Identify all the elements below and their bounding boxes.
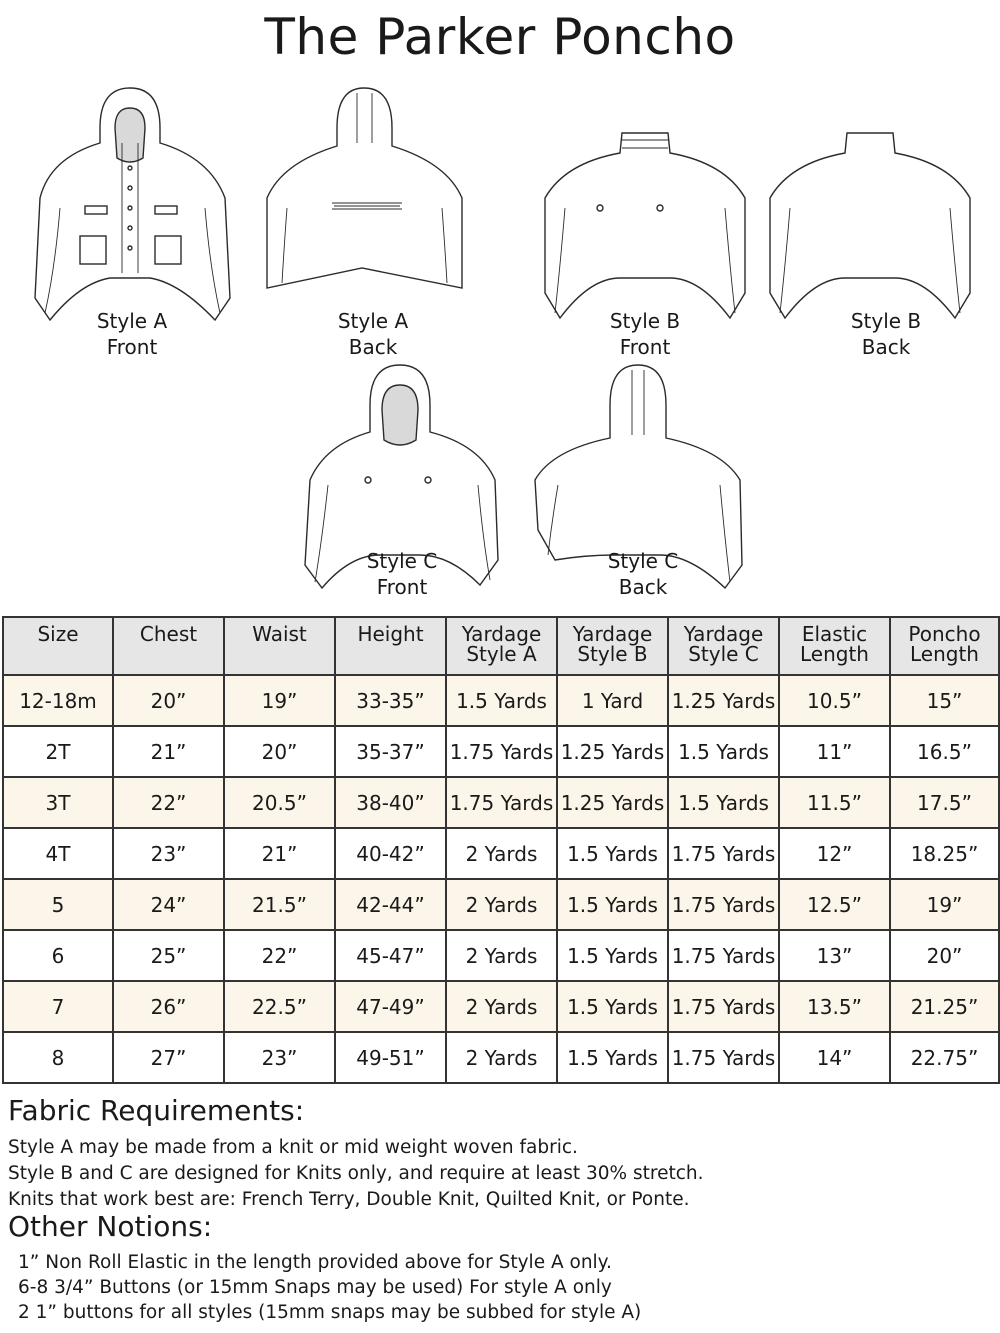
table-cell: 1.5 Yards	[557, 828, 668, 879]
table-row	[3, 879, 999, 930]
table-cell: 1.25 Yards	[668, 675, 779, 726]
table-cell: 35-37”	[335, 726, 446, 777]
table-cell: 2T	[3, 726, 113, 777]
notions-line: 2 1” buttons for all styles (15mm snaps may be subbed for style A)	[18, 1302, 642, 1323]
table-cell: 13.5”	[779, 981, 890, 1032]
fabric-line: Knits that work best are: French Terry, Double Knit, Quilted Knit, or Ponte.	[8, 1189, 690, 1210]
table-cell: 12-18m	[3, 675, 113, 726]
table-cell: 25”	[113, 930, 224, 981]
table-cell: 22.75”	[890, 1032, 999, 1083]
column-header-line: Yardage	[572, 622, 653, 646]
table-row	[3, 777, 999, 828]
table-cell: 49-51”	[335, 1032, 446, 1083]
style-b-back-illustration	[765, 128, 975, 328]
table-row	[3, 726, 999, 777]
other-notions-heading: Other Notions:	[8, 1210, 213, 1243]
column-header-line: Style A	[466, 642, 537, 666]
column-header-line: Size	[37, 622, 79, 646]
table-cell: 2 Yards	[446, 879, 557, 930]
column-header-line: Poncho	[908, 622, 981, 646]
style-a-back-label: Style A Back	[337, 309, 409, 359]
table-cell: 11”	[779, 726, 890, 777]
table-cell: 2 Yards	[446, 981, 557, 1032]
table-cell: 45-47”	[335, 930, 446, 981]
style-b-front-label: Style B Front	[609, 309, 681, 359]
table-cell: 18.25”	[890, 828, 999, 879]
column-header-line: Length	[910, 642, 979, 666]
table-header-row	[3, 617, 999, 675]
column-header	[779, 617, 890, 675]
table-cell: 2 Yards	[446, 930, 557, 981]
table-cell: 1.25 Yards	[557, 777, 668, 828]
table-cell: 22”	[224, 930, 335, 981]
style-b-front-illustration	[540, 128, 750, 328]
table-cell: 1.5 Yards	[557, 981, 668, 1032]
table-cell: 4T	[3, 828, 113, 879]
column-header-line: Height	[357, 622, 424, 646]
table-cell: 47-49”	[335, 981, 446, 1032]
table-row	[3, 675, 999, 726]
table-cell: 1.75 Yards	[668, 930, 779, 981]
table-cell: 1.75 Yards	[668, 879, 779, 930]
fabric-requirements-heading: Fabric Requirements:	[8, 1094, 305, 1127]
table-row	[3, 828, 999, 879]
table-cell: 21.5”	[224, 879, 335, 930]
column-header	[224, 617, 335, 675]
table-cell: 1.75 Yards	[668, 981, 779, 1032]
column-header-line: Length	[800, 642, 869, 666]
table-row	[3, 1032, 999, 1083]
table-cell: 1.5 Yards	[557, 930, 668, 981]
fabric-line: Style B and C are designed for Knits only, and require at least 30% stretch.	[8, 1163, 704, 1184]
table-cell: 20”	[224, 726, 335, 777]
table-cell: 1.5 Yards	[668, 726, 779, 777]
style-c-front-label: Style C Front	[366, 549, 438, 599]
table-cell: 1 Yard	[557, 675, 668, 726]
column-header-line: Yardage	[461, 622, 542, 646]
table-cell: 1.75 Yards	[446, 726, 557, 777]
column-header	[557, 617, 668, 675]
notions-line: 1” Non Roll Elastic in the length provided above for Style A only.	[18, 1252, 612, 1273]
table-cell: 1.5 Yards	[557, 1032, 668, 1083]
table-cell: 20”	[113, 675, 224, 726]
page-title: The Parker Poncho	[264, 8, 736, 66]
table-cell: 27”	[113, 1032, 224, 1083]
column-header-line: Yardage	[683, 622, 764, 646]
column-header	[446, 617, 557, 675]
table-cell: 24”	[113, 879, 224, 930]
column-header-line: Chest	[139, 622, 198, 646]
table-cell: 11.5”	[779, 777, 890, 828]
table-cell: 1.5 Yards	[557, 879, 668, 930]
table-cell: 2 Yards	[446, 828, 557, 879]
column-header	[668, 617, 779, 675]
column-header-line: Waist	[252, 622, 307, 646]
style-a-front-label: Style A Front	[96, 309, 168, 359]
table-cell: 22”	[113, 777, 224, 828]
column-header	[335, 617, 446, 675]
table-cell: 21.25”	[890, 981, 999, 1032]
table-cell: 16.5”	[890, 726, 999, 777]
table-cell: 2 Yards	[446, 1032, 557, 1083]
table-cell: 5	[3, 879, 113, 930]
table-cell: 13”	[779, 930, 890, 981]
table-cell: 17.5”	[890, 777, 999, 828]
table-cell: 1.25 Yards	[557, 726, 668, 777]
table-cell: 8	[3, 1032, 113, 1083]
table-cell: 1.75 Yards	[668, 828, 779, 879]
table-cell: 6	[3, 930, 113, 981]
column-header	[890, 617, 999, 675]
table-cell: 21”	[113, 726, 224, 777]
column-header-line: Style C	[688, 642, 759, 666]
table-cell: 38-40”	[335, 777, 446, 828]
style-c-back-label: Style C Back	[607, 549, 679, 599]
table-cell: 20.5”	[224, 777, 335, 828]
table-cell: 42-44”	[335, 879, 446, 930]
column-header	[3, 617, 113, 675]
table-cell: 10.5”	[779, 675, 890, 726]
table-cell: 1.5 Yards	[446, 675, 557, 726]
table-cell: 14”	[779, 1032, 890, 1083]
table-cell: 12”	[779, 828, 890, 879]
column-header-line: Elastic	[801, 622, 868, 646]
table-cell: 21”	[224, 828, 335, 879]
table-cell: 1.5 Yards	[668, 777, 779, 828]
table-cell: 40-42”	[335, 828, 446, 879]
table-cell: 3T	[3, 777, 113, 828]
fabric-line: Style A may be made from a knit or mid weight woven fabric.	[8, 1137, 578, 1158]
table-cell: 7	[3, 981, 113, 1032]
table-cell: 1.75 Yards	[668, 1032, 779, 1083]
size-chart-table	[2, 616, 1000, 1084]
table-cell: 26”	[113, 981, 224, 1032]
table-cell: 22.5”	[224, 981, 335, 1032]
table-cell: 33-35”	[335, 675, 446, 726]
table-cell: 23”	[224, 1032, 335, 1083]
table-cell: 23”	[113, 828, 224, 879]
column-header	[113, 617, 224, 675]
table-cell: 19”	[890, 879, 999, 930]
table-row	[3, 981, 999, 1032]
column-header-line: Style B	[577, 642, 648, 666]
style-a-back-illustration	[262, 88, 467, 308]
table-cell: 15”	[890, 675, 999, 726]
notions-line: 6-8 3/4” Buttons (or 15mm Snaps may be used) For style A only	[18, 1277, 612, 1298]
style-b-back-label: Style B Back	[850, 309, 922, 359]
table-row	[3, 930, 999, 981]
table-cell: 1.75 Yards	[446, 777, 557, 828]
table-cell: 20”	[890, 930, 999, 981]
table-cell: 19”	[224, 675, 335, 726]
style-a-front-illustration	[30, 88, 235, 328]
table-cell: 12.5”	[779, 879, 890, 930]
